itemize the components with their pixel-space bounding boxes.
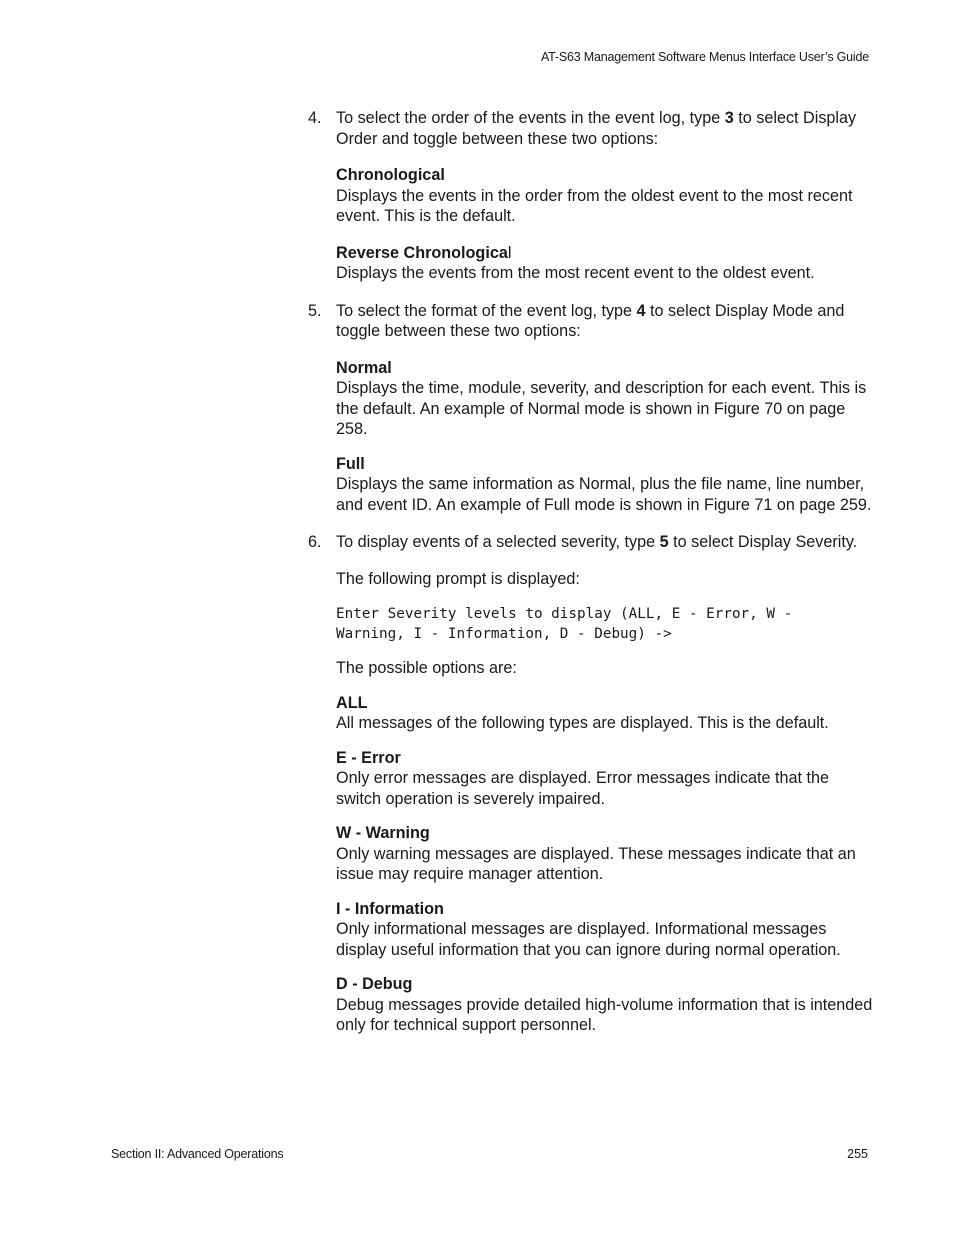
prompt-intro: The following prompt is displayed:: [336, 569, 580, 588]
option-title: ALL: [336, 693, 368, 712]
option-title: I - Information: [336, 899, 444, 918]
option-description: Displays the events from the most recent event to the oldest event.: [336, 264, 815, 282]
step-6: [308, 532, 878, 1036]
step-5: [308, 301, 878, 516]
key-label: 4: [636, 301, 646, 320]
options-intro: The possible options are:: [336, 659, 517, 677]
key-label: 5: [659, 533, 669, 551]
option-information: [336, 899, 878, 961]
option-title: Chronological: [336, 166, 445, 184]
footer-section: Section II: Advanced Operations: [111, 1147, 284, 1161]
running-header: AT-S63 Management Software Menus Interface User’s Guide: [540, 50, 869, 64]
step-number: 4.: [308, 109, 322, 127]
option-debug: [336, 974, 878, 1036]
page-content: [308, 108, 878, 1036]
page-number: 255: [847, 1147, 868, 1161]
option-reverse-chronological: [336, 243, 878, 284]
key-label: 3: [724, 109, 734, 127]
option-error: [336, 748, 878, 810]
step-instruction: To select the order of the events in the event log, type 3 to select Display Order and toggle between these two options:: [336, 109, 857, 148]
option-warning: [336, 823, 878, 885]
option-title: D - Debug: [336, 975, 413, 993]
step-number: 5.: [308, 301, 322, 320]
option-title: Full: [336, 454, 365, 473]
option-title: Reverse Chronological: [336, 243, 512, 262]
option-title: E - Error: [336, 748, 401, 767]
step-4: [308, 108, 878, 284]
step-instruction: To display events of a selected severity, type 5 to select Display Severity.: [336, 533, 858, 551]
option-description: Displays the time, module, severity, and description for each event. This is the default. An example of Normal mode is shown in Figure 70 on page 258.: [336, 379, 867, 438]
option-description: Only warning messages are displayed. These messages indicate that an issue may require manager attention.: [336, 844, 856, 883]
option-normal: [336, 358, 878, 440]
option-description: Only error messages are displayed. Error messages indicate that the switch operation is severely impaired.: [336, 769, 830, 808]
prompt-code: Enter Severity levels to display (ALL, E - Error, W - Warning, I - Information, D - Debug) ->: [336, 606, 793, 642]
option-description: Debug messages provide detailed high-volume information that is intended only for technical support personnel.: [336, 995, 873, 1034]
option-description: All messages of the following types are displayed. This is the default.: [336, 714, 829, 732]
option-description: Displays the same information as Normal, plus the file name, line number, and event ID. An example of Full mode is shown in Figure 71 on page 259.: [336, 475, 872, 514]
option-title: Normal: [336, 358, 392, 377]
option-title: W - Warning: [336, 824, 430, 842]
option-chronological: [336, 165, 878, 227]
option-description: Only informational messages are displayed. Informational messages display useful information that you can ignore during normal operation.: [336, 920, 841, 959]
step-instruction: To select the format of the event log, type 4 to select Display Mode and toggle between these two options:: [336, 301, 845, 340]
option-all: [336, 693, 878, 734]
option-description: Displays the events in the order from the oldest event to the most recent event. This is the default.: [336, 186, 853, 225]
step-number: 6.: [308, 533, 322, 551]
option-full: [336, 454, 878, 516]
